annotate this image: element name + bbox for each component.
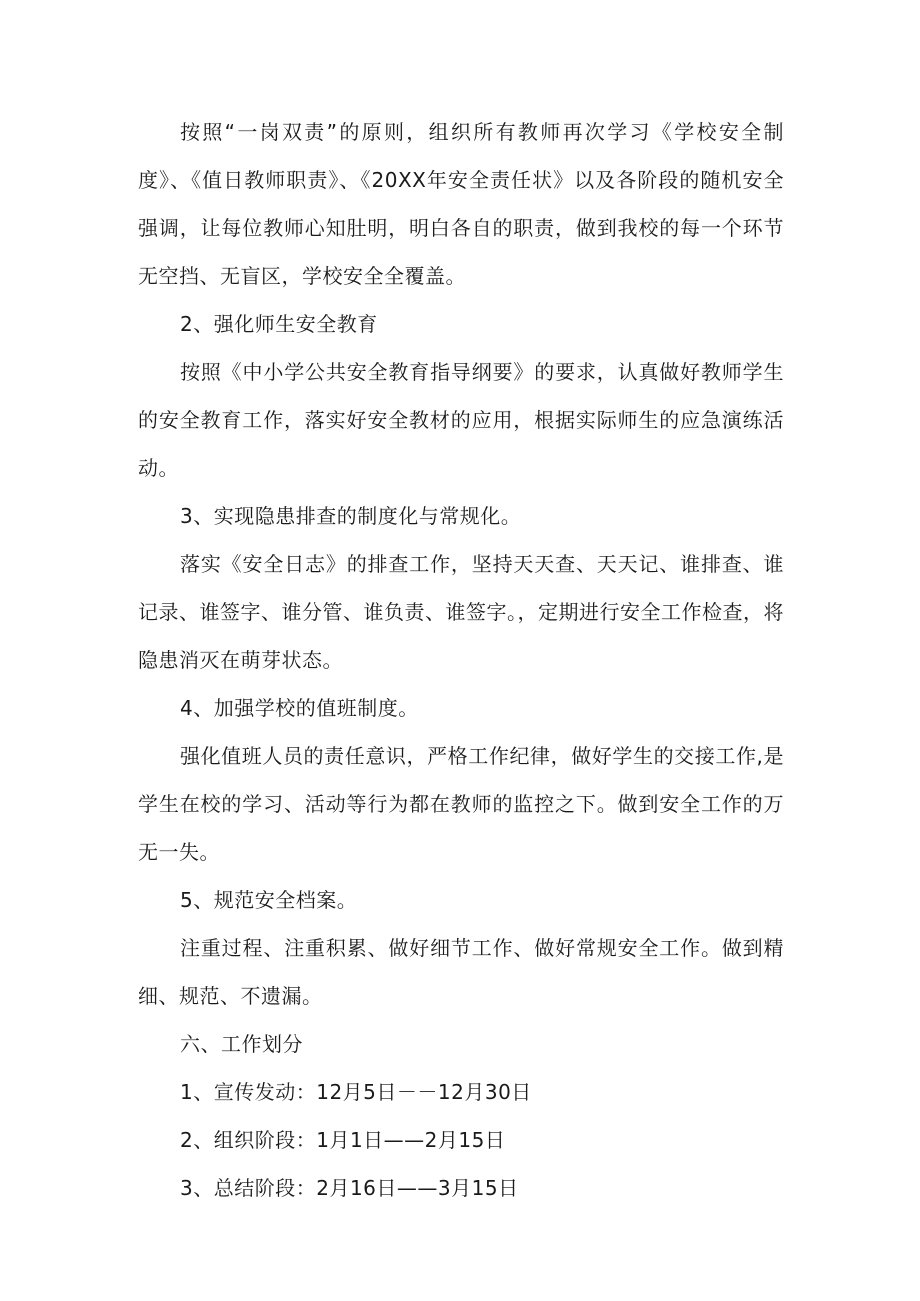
heading-duty-system: 4、加强学校的值班制度。 xyxy=(180,696,419,720)
paragraph-duty-system: 强化值班人员的责任意识，严格工作纪律，做好学生的交接工作,是学生在校的学习、活动等行为都在教师的监控之下。做到安全工作的万无一失。 xyxy=(138,744,784,864)
heading-work-division: 六、工作划分 xyxy=(180,1032,303,1056)
schedule-item-publicity: 1、宣传发动：12月5日－－12月30日 xyxy=(180,1080,532,1104)
heading-safety-archive: 5、规范安全档案。 xyxy=(180,888,358,912)
paragraph-safety-education: 按照《中小学公共安全教育指导纲要》的要求，认真做好教师学生的安全教育工作，落实好安全教材的应用，根据实际师生的应急演练活动。 xyxy=(138,360,784,480)
paragraph-duty-principle: 按照“一岗双责”的原则，组织所有教师再次学习《学校安全制度》、《值日教师职责》、《20XX年安全责任状》以及各阶段的随机安全强调，让每位教师心知肚明，明白各自的职责，做到我校的每一个环节无空挡、无盲区，学校安全全覆盖。 xyxy=(138,120,784,288)
schedule-item-summary: 3、总结阶段：2月16日——3月15日 xyxy=(180,1176,519,1200)
paragraph-safety-archive: 注重过程、注重积累、做好细节工作、做好常规安全工作。做到精细、规范、不遗漏。 xyxy=(138,936,784,1008)
paragraph-hazard-inspection: 落实《安全日志》的排查工作，坚持天天查、天天记、谁排查、谁记录、谁签字、谁分管、谁负责、谁签字。，定期进行安全工作检查，将隐患消灭在萌芽状态。 xyxy=(138,552,784,672)
heading-hazard-inspection: 3、实现隐患排查的制度化与常规化。 xyxy=(180,504,522,528)
schedule-item-organization: 2、组织阶段：1月1日——2月15日 xyxy=(180,1128,506,1152)
document-body xyxy=(138,108,784,1212)
heading-safety-education: 2、强化师生安全教育 xyxy=(180,312,378,336)
